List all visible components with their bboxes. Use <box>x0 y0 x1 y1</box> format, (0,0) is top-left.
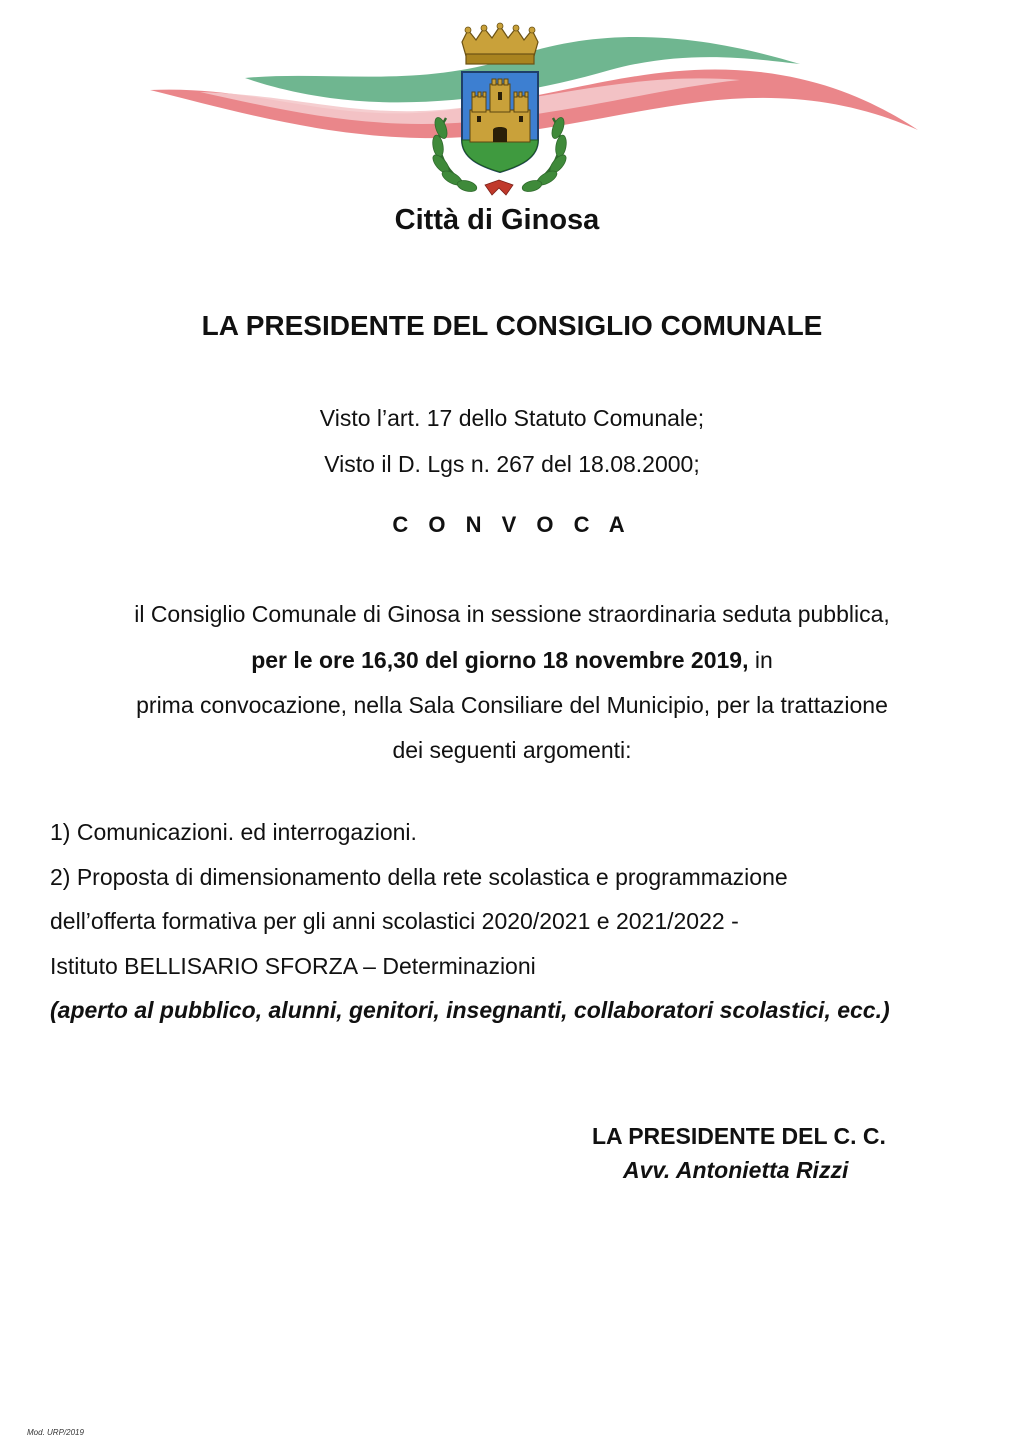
agenda-item-2-line-2: dell’offerta formativa per gli anni scolastici 2020/2021 e 2021/2022 - <box>50 908 739 934</box>
city-name: Città di Ginosa <box>394 204 600 236</box>
signature-name: Avv. Antonietta Rizzi <box>623 1157 849 1183</box>
body-line-2-rest: in <box>748 647 773 673</box>
agenda-item-2-line-3: Istituto BELLISARIO SFORZA – Determinazioni <box>50 953 536 979</box>
convoca-heading: C O N V O C A <box>392 512 632 537</box>
preamble-line-1: Visto l’art. 17 dello Statuto Comunale; <box>319 405 705 431</box>
coat-of-arms-icon <box>140 20 930 210</box>
preamble-line-2: Visto il D. Lgs n. 267 del 18.08.2000; <box>324 451 700 477</box>
signature-title: LA PRESIDENTE DEL C. C. <box>592 1123 886 1149</box>
agenda-item-2-line-1: 2) Proposta di dimensionamento della rete scolastica e programmazione <box>50 864 788 890</box>
form-code: Mod. URP/2019 <box>27 1428 84 1437</box>
document-title: LA PRESIDENTE DEL CONSIGLIO COMUNALE <box>201 310 823 341</box>
agenda-note: (aperto al pubblico, alunni, genitori, insegnanti, collaboratori scolastici, ecc.) <box>50 997 890 1023</box>
agenda-item-1: 1) Comunicazioni. ed interrogazioni. <box>50 819 417 845</box>
body-line-3: prima convocazione, nella Sala Consiliare del Municipio, per la trattazione <box>136 692 888 718</box>
body-line-2 <box>0 647 1024 674</box>
meeting-datetime: per le ore 16,30 del giorno 18 novembre 2019, <box>251 647 749 673</box>
body-line-1: il Consiglio Comunale di Ginosa in sessione straordinaria seduta pubblica, <box>134 601 890 627</box>
body-line-4: dei seguenti argomenti: <box>392 737 632 763</box>
